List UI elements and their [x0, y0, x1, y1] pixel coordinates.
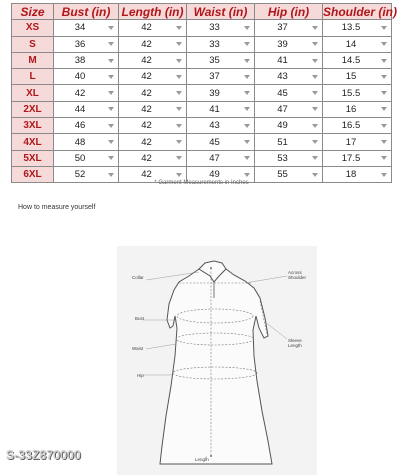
caret-down-icon[interactable] [312, 124, 318, 128]
length-value: 42 [141, 152, 152, 164]
shoulder-value: 14.5 [341, 55, 361, 67]
size-row [12, 69, 392, 85]
bust-value: 44 [74, 103, 86, 115]
waist-value: 37 [209, 71, 220, 83]
size-row [12, 134, 392, 150]
caret-down-icon[interactable] [244, 42, 250, 46]
caret-down-icon[interactable] [244, 140, 250, 144]
how-to-measure-title: How to measure yourself [18, 204, 96, 211]
waist-value: 33 [209, 38, 220, 50]
bust-dropdown-cell[interactable] [54, 36, 119, 52]
size-row [12, 36, 392, 52]
shoulder-dropdown-cell[interactable] [323, 85, 392, 101]
length-dropdown-cell[interactable] [119, 36, 187, 52]
label-across-shoulder: Across Shoulder [288, 270, 307, 280]
shoulder-value: 15 [345, 71, 357, 83]
header-bust: Bust (in) [54, 4, 119, 20]
bust-dropdown-cell[interactable] [54, 150, 119, 166]
waist-dropdown-cell[interactable] [187, 20, 255, 36]
hip-value: 53 [277, 152, 288, 164]
shoulder-dropdown-cell[interactable] [323, 36, 392, 52]
hip-dropdown-cell[interactable] [255, 36, 323, 52]
bust-value: 40 [74, 71, 86, 83]
caret-down-icon[interactable] [312, 42, 318, 46]
caret-down-icon[interactable] [108, 75, 114, 79]
hip-dropdown-cell[interactable] [255, 20, 323, 36]
shoulder-dropdown-cell[interactable] [323, 69, 392, 85]
waist-value: 45 [209, 136, 220, 148]
header-hip: Hip (in) [255, 4, 323, 20]
length-dropdown-cell[interactable] [119, 134, 187, 150]
hip-value: 37 [277, 22, 288, 34]
waist-value: 47 [209, 152, 220, 164]
caret-down-icon[interactable] [381, 107, 387, 111]
caret-down-icon[interactable] [176, 140, 182, 144]
caret-down-icon[interactable] [108, 107, 114, 111]
waist-dropdown-cell[interactable] [187, 134, 255, 150]
size-chart-body [12, 20, 392, 183]
shoulder-dropdown-cell[interactable] [323, 118, 392, 134]
size-row [12, 20, 392, 36]
hip-dropdown-cell[interactable] [255, 69, 323, 85]
size-label: 2XL [12, 101, 54, 117]
hip-value: 43 [277, 71, 288, 83]
length-value: 42 [141, 120, 152, 132]
size-label: XL [12, 85, 54, 101]
hip-value: 39 [277, 38, 288, 50]
product-code-watermark: S-33Z870000 [6, 448, 81, 462]
bust-value: 38 [74, 55, 86, 67]
bust-value: 46 [74, 120, 86, 132]
caret-down-icon[interactable] [108, 173, 114, 177]
caret-down-icon[interactable] [176, 42, 182, 46]
waist-value: 41 [209, 103, 220, 115]
waist-dropdown-cell[interactable] [187, 52, 255, 68]
waist-dropdown-cell[interactable] [187, 118, 255, 134]
caret-down-icon[interactable] [381, 124, 387, 128]
measurement-diagram [117, 246, 317, 475]
size-label: 3XL [12, 118, 54, 134]
length-dropdown-cell[interactable] [119, 20, 187, 36]
bust-dropdown-cell[interactable] [54, 52, 119, 68]
hip-value: 41 [277, 55, 288, 67]
bust-dropdown-cell[interactable] [54, 85, 119, 101]
label-bust: Bust [135, 316, 145, 321]
caret-down-icon[interactable] [312, 156, 318, 160]
caret-down-icon[interactable] [108, 124, 114, 128]
caret-down-icon[interactable] [381, 26, 387, 30]
caret-down-icon[interactable] [381, 75, 387, 79]
caret-down-icon[interactable] [244, 173, 250, 177]
bust-dropdown-cell[interactable] [54, 69, 119, 85]
length-dropdown-cell[interactable] [119, 69, 187, 85]
hip-value: 51 [277, 136, 288, 148]
length-value: 42 [141, 136, 152, 148]
label-waist: Waist [132, 346, 144, 351]
caret-down-icon[interactable] [312, 26, 318, 30]
size-label: 5XL [12, 150, 54, 166]
caret-down-icon[interactable] [381, 42, 387, 46]
length-value: 42 [141, 38, 152, 50]
caret-down-icon[interactable] [176, 59, 182, 63]
shoulder-value: 13.5 [341, 22, 361, 34]
caret-down-icon[interactable] [312, 59, 318, 63]
size-row [12, 101, 392, 117]
size-row [12, 85, 392, 101]
hip-value: 45 [277, 87, 288, 99]
bust-dropdown-cell[interactable] [54, 118, 119, 134]
shoulder-value: 16.5 [341, 120, 361, 132]
length-value: 42 [141, 55, 152, 67]
size-label: 6XL [12, 166, 54, 182]
caret-down-icon[interactable] [176, 26, 182, 30]
waist-dropdown-cell[interactable] [187, 85, 255, 101]
caret-down-icon[interactable] [176, 156, 182, 160]
caret-down-icon[interactable] [244, 26, 250, 30]
bust-value: 48 [74, 136, 86, 148]
caret-down-icon[interactable] [312, 140, 318, 144]
size-chart-table [11, 3, 397, 183]
shoulder-dropdown-cell[interactable] [323, 150, 392, 166]
bust-value: 34 [74, 22, 86, 34]
waist-value: 49 [209, 169, 220, 181]
caret-down-icon[interactable] [312, 173, 318, 177]
size-label: M [12, 52, 54, 68]
hip-dropdown-cell[interactable] [255, 101, 323, 117]
caret-down-icon[interactable] [381, 140, 387, 144]
waist-dropdown-cell[interactable] [187, 36, 255, 52]
hip-dropdown-cell[interactable] [255, 52, 323, 68]
caret-down-icon[interactable] [312, 107, 318, 111]
length-dropdown-cell[interactable] [119, 150, 187, 166]
hip-value: 49 [277, 120, 288, 132]
waist-value: 43 [209, 120, 220, 132]
size-row [12, 150, 392, 166]
length-value: 42 [141, 103, 152, 115]
bust-dropdown-cell[interactable] [54, 134, 119, 150]
caret-down-icon[interactable] [176, 75, 182, 79]
bust-value: 50 [74, 152, 86, 164]
bust-dropdown-cell[interactable] [54, 101, 119, 117]
caret-down-icon[interactable] [244, 91, 250, 95]
caret-down-icon[interactable] [244, 59, 250, 63]
caret-down-icon[interactable] [244, 75, 250, 79]
length-value: 42 [141, 169, 152, 181]
shoulder-value: 17 [345, 136, 357, 148]
caret-down-icon[interactable] [244, 156, 250, 160]
size-label: 4XL [12, 134, 54, 150]
shoulder-value: 17.5 [341, 152, 361, 164]
shoulder-value: 15.5 [341, 87, 361, 99]
label-length: Length [195, 457, 209, 462]
shoulder-dropdown-cell[interactable] [323, 101, 392, 117]
shoulder-dropdown-cell[interactable] [323, 134, 392, 150]
length-value: 42 [141, 87, 152, 99]
caret-down-icon[interactable] [108, 26, 114, 30]
waist-dropdown-cell[interactable] [187, 69, 255, 85]
size-row [12, 52, 392, 68]
waist-value: 39 [209, 87, 220, 99]
caret-down-icon[interactable] [244, 124, 250, 128]
caret-down-icon[interactable] [108, 59, 114, 63]
size-label: XS [12, 20, 54, 36]
hip-dropdown-cell[interactable] [255, 118, 323, 134]
length-dropdown-cell[interactable] [119, 118, 187, 134]
bust-value: 52 [74, 169, 86, 181]
shoulder-value: 18 [345, 169, 357, 181]
caret-down-icon[interactable] [108, 156, 114, 160]
caret-down-icon[interactable] [108, 42, 114, 46]
measurement-footnote: * Garment Measurements in Inches [154, 180, 249, 186]
kurta-outline-icon [117, 246, 317, 475]
length-value: 42 [141, 71, 152, 83]
shoulder-dropdown-cell[interactable] [323, 20, 392, 36]
header-size: Size [12, 4, 54, 20]
waist-value: 33 [209, 22, 220, 34]
shoulder-value: 16 [345, 103, 357, 115]
size-chart-header-row [12, 4, 392, 20]
label-sleeve-length: Sleeve Length [288, 338, 302, 348]
shoulder-value: 14 [345, 38, 357, 50]
caret-down-icon[interactable] [244, 107, 250, 111]
waist-dropdown-cell[interactable] [187, 150, 255, 166]
waist-dropdown-cell[interactable] [187, 101, 255, 117]
size-row [12, 118, 392, 134]
header-length: Length (in) [119, 4, 187, 20]
length-dropdown-cell[interactable] [119, 101, 187, 117]
waist-value: 35 [209, 55, 220, 67]
bust-dropdown-cell[interactable] [54, 20, 119, 36]
header-waist: Waist (in) [187, 4, 255, 20]
bust-value: 36 [74, 38, 86, 50]
size-label: L [12, 69, 54, 85]
hip-value: 55 [277, 169, 288, 181]
shoulder-dropdown-cell[interactable] [323, 52, 392, 68]
label-collar: Collar [132, 275, 144, 280]
caret-down-icon[interactable] [381, 59, 387, 63]
caret-down-icon[interactable] [312, 75, 318, 79]
size-label: S [12, 36, 54, 52]
caret-down-icon[interactable] [108, 140, 114, 144]
hip-dropdown-cell[interactable] [255, 134, 323, 150]
length-value: 42 [141, 22, 152, 34]
caret-down-icon[interactable] [312, 91, 318, 95]
caret-down-icon[interactable] [108, 91, 114, 95]
length-dropdown-cell[interactable] [119, 52, 187, 68]
caret-down-icon[interactable] [176, 91, 182, 95]
hip-value: 47 [277, 103, 288, 115]
caret-down-icon[interactable] [176, 124, 182, 128]
caret-down-icon[interactable] [381, 91, 387, 95]
header-shoulder: Shoulder (in) [323, 4, 397, 19]
caret-down-icon[interactable] [176, 107, 182, 111]
label-hip: Hip [137, 373, 144, 378]
caret-down-icon[interactable] [176, 173, 182, 177]
caret-down-icon[interactable] [381, 173, 387, 177]
caret-down-icon[interactable] [381, 156, 387, 160]
length-dropdown-cell[interactable] [119, 85, 187, 101]
hip-dropdown-cell[interactable] [255, 150, 323, 166]
hip-dropdown-cell[interactable] [255, 85, 323, 101]
bust-value: 42 [74, 87, 86, 99]
